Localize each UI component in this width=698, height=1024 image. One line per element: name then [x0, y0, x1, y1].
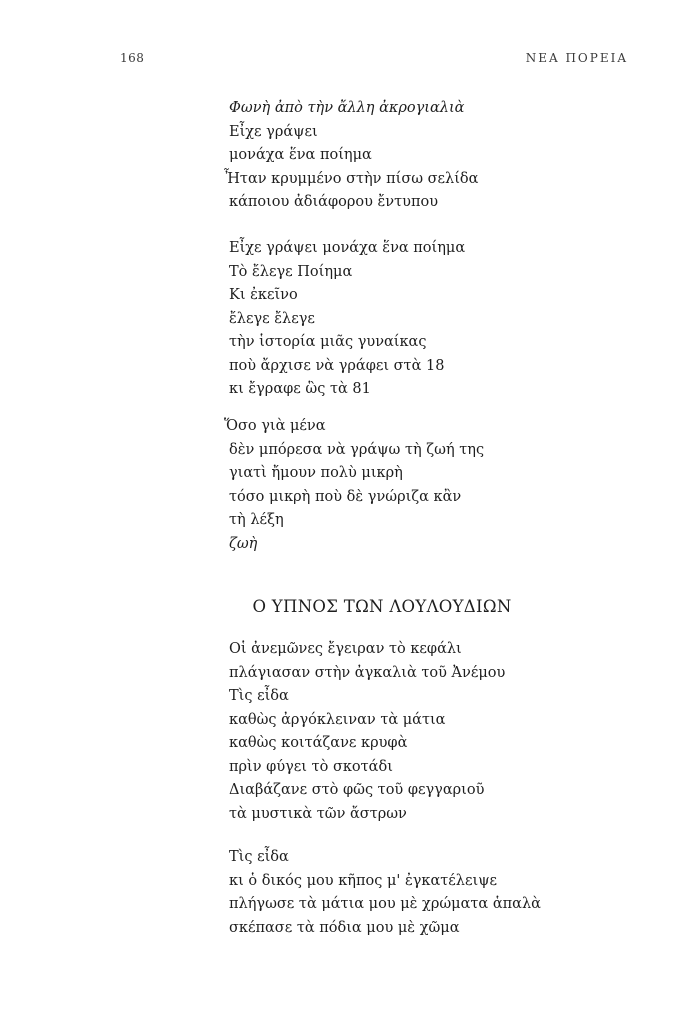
poem-line: πρὶν φύγει τὸ σκοτάδι	[229, 758, 393, 775]
poem-line: σκέπασε τὰ πόδια μου μὲ χῶμα	[229, 919, 460, 936]
poem-line: Εἶχε γράψει μονάχα ἕνα ποίημα	[229, 240, 466, 256]
poem-line: τὰ μυστικὰ τῶν ἄστρων	[229, 805, 407, 822]
poem-line: τὴ λέξη	[229, 512, 284, 528]
poem-line: Τὶς εἶδα	[229, 688, 289, 704]
poem-line: πλάγιασαν στὴν ἀγκαλιὰ τοῦ Ἀνέμου	[229, 664, 506, 681]
running-head: ΝΕΑ ΠΟΡΕΙΑ	[525, 51, 628, 65]
poem2-stanza2	[229, 846, 541, 940]
poem-line: Ἦταν κρυμμένο στὴν πίσω σελίδα	[224, 170, 479, 187]
poem-line: τὴν ἱστορία μιᾶς γυναίκας	[229, 334, 427, 350]
poem-line: κι ὁ δικός μου κῆπος μ' ἐγκατέλειψε	[229, 872, 498, 889]
poem-line: τόσο μικρὴ ποὺ δὲ γνώριζα κἂν	[229, 488, 462, 505]
poem-line: Διαβάζανε στὸ φῶς τοῦ φεγγαριοῦ	[229, 782, 485, 798]
poem-line: ἔλεγε ἔλεγε	[229, 310, 315, 327]
poem-line: κάποιου ἀδιάφορου ἔντυπου	[229, 194, 439, 210]
page-number: 168	[120, 51, 145, 65]
poem-line: Ὅσο γιὰ μένα	[224, 418, 326, 434]
poem-line: δὲν μπόρεσα νὰ γράψω τὴ ζωή της	[229, 441, 485, 458]
poem1-stanza2	[229, 237, 465, 402]
poem-line: Οἱ ἀνεμῶνες ἔγειραν τὸ κεφάλι	[229, 641, 462, 657]
poem2-stanza1	[229, 638, 505, 826]
poem-line: πλήγωσε τὰ μάτια μου μὲ χρώματα ἁπαλὰ	[229, 896, 541, 912]
poem-line: Κι ἐκεῖνο	[229, 287, 298, 303]
poem-line: γιατὶ ἤμουν πολὺ μικρὴ	[229, 465, 403, 481]
poem-line: καθὼς κοιτάζανε κρυφὰ	[229, 735, 408, 751]
poem-line: Εἶχε γράψει	[229, 123, 318, 140]
poem-line: κι ἔγραφε ὣς τὰ 81	[229, 381, 371, 397]
poem-line: ποὺ ἄρχισε νὰ γράφει στὰ 18	[229, 357, 445, 374]
poem-line: ζωὴ	[229, 535, 258, 552]
poem2-title: Ο ΥΠΝΟΣ ΤΩΝ ΛΟΥΛΟΥΔΙΩΝ	[252, 597, 512, 616]
poem-line: Τὶς εἶδα	[229, 849, 289, 865]
poem1-stanza3	[224, 415, 485, 556]
poem1-stanza1	[224, 97, 479, 215]
poem-line: καθὼς ἀργόκλειναν τὰ μάτια	[229, 711, 446, 728]
poem-line: μονάχα ἕνα ποίημα	[229, 147, 372, 163]
poem1-title-line: Φωνὴ ἀπὸ τὴν ἄλλη ἀκρογιαλιὰ	[229, 100, 465, 116]
poem-line: Τὸ ἔλεγε Ποίημα	[229, 263, 353, 280]
